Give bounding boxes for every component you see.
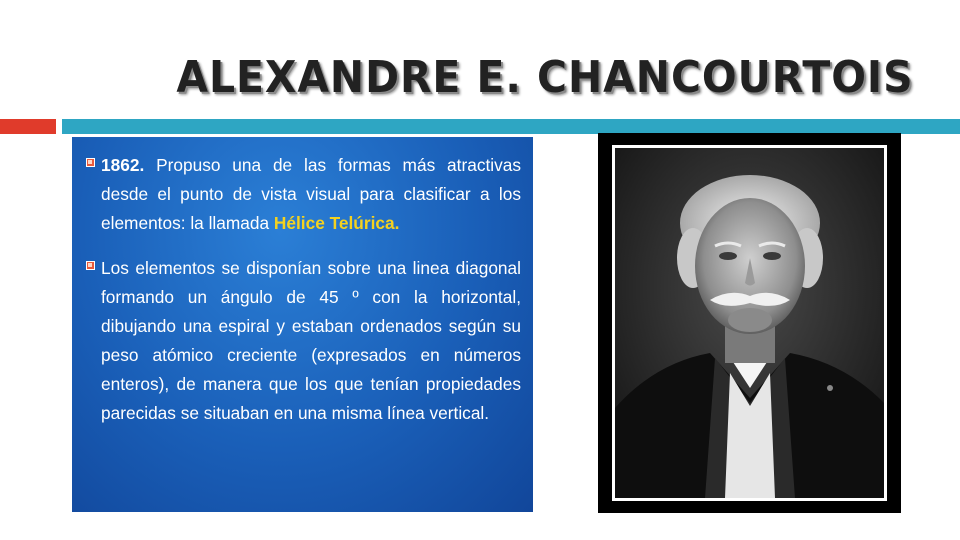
- bullet-year: 1862: [101, 155, 140, 175]
- bullet-text-part: Propuso una de las formas más atractivas desde el punto de vista visual para clasificar a los elementos: la llamada: [101, 155, 521, 233]
- bullet-text: [101, 151, 521, 238]
- slide-title: ALEXANDRE E. CHANCOURTOIS: [176, 52, 914, 103]
- square-bullet-icon: [86, 158, 95, 167]
- bullet-highlight: Hélice Telúrica.: [273, 213, 400, 233]
- bullet-text: Los elementos se disponían sobre una linea diagonal formando un ángulo de 45 º con la horizontal, dibujando una espiral y estaban ordenados según su peso atómico creciente (expresados en números enteros), de manera que los que tenían propiedades parecidas se situaban en una misma línea vertical.: [101, 258, 521, 423]
- square-bullet-icon: [86, 261, 95, 270]
- portrait-illustration: [615, 148, 884, 498]
- bullet-year-dot: .: [139, 155, 145, 175]
- portrait-photo: [612, 145, 887, 501]
- bullet-item: [86, 254, 521, 428]
- bullet-item: [86, 151, 521, 238]
- content-box: [72, 137, 533, 512]
- title-rule-red: [0, 119, 56, 134]
- portrait-frame: [598, 133, 901, 513]
- title-rule-blue: [62, 119, 960, 134]
